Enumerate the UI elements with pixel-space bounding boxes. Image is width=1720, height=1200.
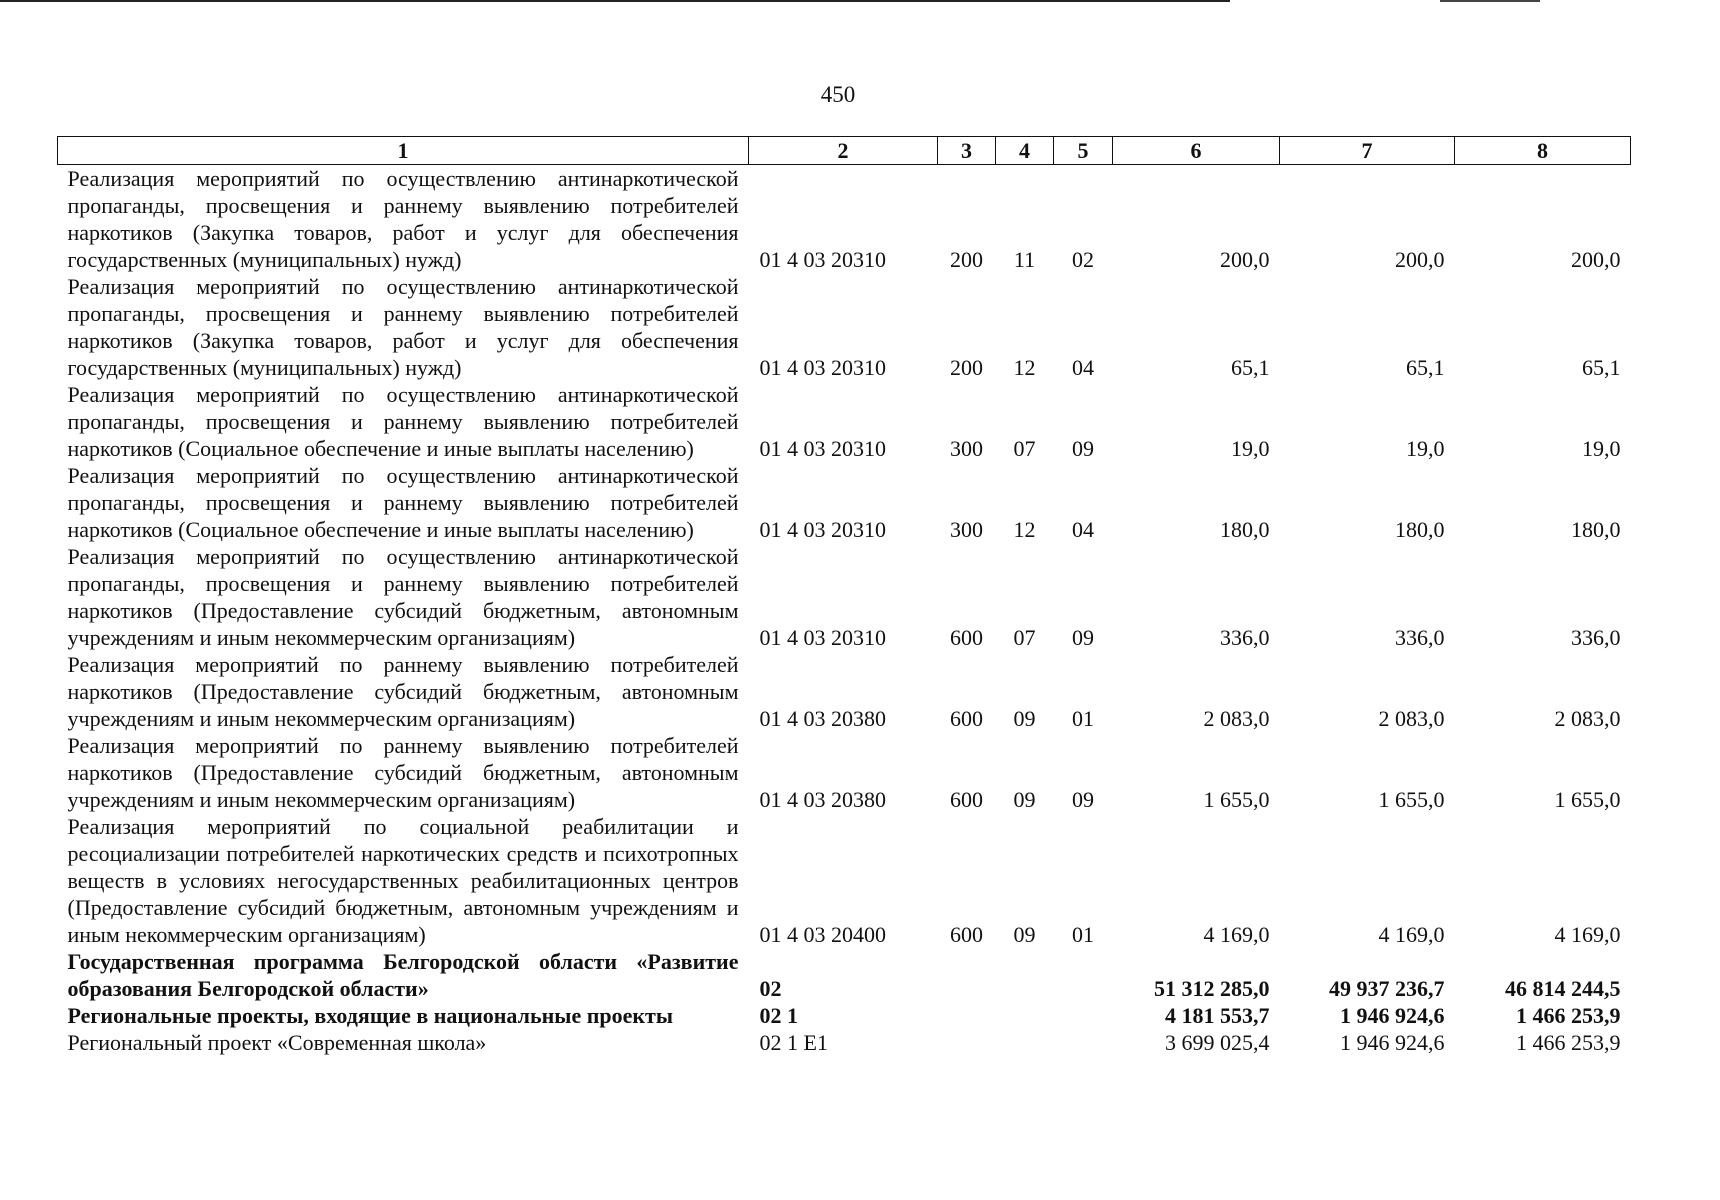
row-col-5: 02 <box>1072 247 1094 272</box>
row-amount-col-8: 65,1 <box>1582 355 1621 380</box>
row-amount-col-6: 2 083,0 <box>1203 706 1270 731</box>
row-description: Государственная программа Белгородской области «Развитие образования Белгородской области» <box>67 949 739 1001</box>
header-col-7: 7 <box>1280 137 1455 165</box>
table-row <box>58 813 1631 948</box>
row-col-4 <box>996 1029 1054 1056</box>
row-description: Реализация мероприятий по раннему выявлению потребителей наркотиков (Предоставление субсидий бюджетным, автономным учреждениям и иным некоммерческим организациям) <box>67 733 739 812</box>
row-amount-col-7: 19,0 <box>1406 436 1445 461</box>
row-code: 01 4 03 20310 <box>759 436 886 461</box>
table-row <box>58 948 1631 1002</box>
row-code: 01 4 03 20310 <box>759 355 886 380</box>
row-col-5: 01 <box>1072 706 1094 731</box>
row-description: Реализация мероприятий по раннему выявлению потребителей наркотиков (Предоставление субсидий бюджетным, автономным учреждениям и иным некоммерческим организациям) <box>67 652 739 731</box>
row-amount-col-6: 180,0 <box>1220 517 1270 542</box>
table-row <box>58 651 1631 732</box>
row-code: 02 1 E1 <box>759 1030 828 1055</box>
row-description: Реализация мероприятий по осуществлению антинаркотической пропаганды, просвещения и раннему выявлению потребителей наркотиков (Социальное обеспечение и иные выплаты населению) <box>67 382 739 461</box>
row-amount-col-6: 65,1 <box>1231 355 1270 380</box>
header-col-8: 8 <box>1455 137 1631 165</box>
row-amount-col-6: 200,0 <box>1220 247 1270 272</box>
header-col-1: 1 <box>58 137 749 165</box>
table-body <box>58 165 1631 1057</box>
row-amount-col-8: 336,0 <box>1571 625 1621 650</box>
row-col-5 <box>1054 1029 1113 1056</box>
header-col-2: 2 <box>749 137 938 165</box>
scan-edge-line-right <box>1440 0 1540 2</box>
header-col-3: 3 <box>938 137 996 165</box>
row-code: 01 4 03 20310 <box>759 625 886 650</box>
row-amount-col-8: 200,0 <box>1571 247 1621 272</box>
row-code: 01 4 03 20380 <box>759 787 886 812</box>
row-col-5: 01 <box>1072 922 1094 947</box>
row-col-4: 09 <box>1013 706 1036 731</box>
row-amount-col-7: 180,0 <box>1395 517 1445 542</box>
header-col-4: 4 <box>996 137 1054 165</box>
row-col-3: 600 <box>950 922 983 947</box>
row-amount-col-6: 4 181 553,7 <box>1165 1003 1270 1028</box>
row-col-5: 09 <box>1072 436 1094 461</box>
row-col-3: 300 <box>950 436 983 461</box>
row-amount-col-7: 1 946 924,6 <box>1340 1003 1445 1028</box>
table-row <box>58 732 1631 813</box>
row-amount-col-7: 336,0 <box>1395 625 1445 650</box>
row-col-5: 09 <box>1072 787 1094 812</box>
row-amount-col-6: 51 312 285,0 <box>1154 976 1270 1001</box>
table-row <box>58 273 1631 381</box>
table-row <box>58 1002 1631 1029</box>
table-row <box>58 165 1631 274</box>
row-col-4: 09 <box>1013 787 1036 812</box>
row-amount-col-7: 200,0 <box>1395 247 1445 272</box>
row-amount-col-8: 1 655,0 <box>1554 787 1621 812</box>
row-description: Региональные проекты, входящие в национальные проекты <box>67 1003 674 1028</box>
table-row <box>58 1029 1631 1056</box>
row-amount-col-8: 1 466 253,9 <box>1516 1003 1621 1028</box>
row-col-3: 300 <box>950 517 983 542</box>
header-col-5: 5 <box>1054 137 1113 165</box>
row-description: Реализация мероприятий по осуществлению антинаркотической пропаганды, просвещения и раннему выявлению потребителей наркотиков (Предоставление субсидий бюджетным, автономным учреждениям и иным некоммерческим организациям) <box>67 544 739 650</box>
row-code: 01 4 03 20310 <box>759 517 886 542</box>
row-col-3 <box>938 1002 996 1029</box>
row-description: Региональный проект «Современная школа» <box>67 1030 487 1055</box>
row-col-4: 12 <box>1013 517 1036 542</box>
row-code: 02 <box>759 976 782 1001</box>
row-description: Реализация мероприятий по социальной реабилитации и ресоциализации потребителей наркотических средств и психотропных веществ в условиях негосударственных реабилитационных центров (Предоставление субсидий бюджетным, автономным учреждениям и иным некоммерческим организациям) <box>67 814 739 947</box>
row-code: 01 4 03 20310 <box>759 247 886 272</box>
row-col-5 <box>1054 948 1113 1002</box>
row-amount-col-7: 4 169,0 <box>1378 922 1445 947</box>
row-col-3: 600 <box>950 625 983 650</box>
row-amount-col-7: 65,1 <box>1406 355 1445 380</box>
row-amount-col-6: 19,0 <box>1231 436 1270 461</box>
row-description: Реализация мероприятий по осуществлению антинаркотической пропаганды, просвещения и раннему выявлению потребителей наркотиков (Социальное обеспечение и иные выплаты населению) <box>67 463 739 542</box>
row-col-5: 04 <box>1072 355 1094 380</box>
row-col-5: 04 <box>1072 517 1094 542</box>
row-code: 01 4 03 20400 <box>759 922 886 947</box>
row-amount-col-8: 2 083,0 <box>1554 706 1621 731</box>
row-amount-col-8: 19,0 <box>1582 436 1621 461</box>
row-col-4: 12 <box>1013 355 1036 380</box>
row-code: 02 1 <box>759 1003 798 1028</box>
scan-edge-line <box>0 0 1230 2</box>
row-col-3 <box>938 948 996 1002</box>
row-col-4: 09 <box>1013 922 1036 947</box>
row-amount-col-8: 4 169,0 <box>1554 922 1621 947</box>
page-number: 450 <box>820 82 856 107</box>
row-amount-col-6: 3 699 025,4 <box>1165 1030 1270 1055</box>
row-amount-col-7: 2 083,0 <box>1378 706 1445 731</box>
row-col-4 <box>996 1002 1054 1029</box>
row-description: Реализация мероприятий по осуществлению антинаркотической пропаганды, просвещения и раннему выявлению потребителей наркотиков (Закупка товаров, работ и услуг для обеспечения государственных (муниципальных) нужд) <box>67 274 739 380</box>
row-amount-col-7: 1 655,0 <box>1378 787 1445 812</box>
table-row <box>58 543 1631 651</box>
row-amount-col-6: 336,0 <box>1220 625 1270 650</box>
row-amount-col-6: 4 169,0 <box>1203 922 1270 947</box>
row-code: 01 4 03 20380 <box>759 706 886 731</box>
header-col-6: 6 <box>1113 137 1280 165</box>
row-col-3: 200 <box>950 247 983 272</box>
row-col-5 <box>1054 1002 1113 1029</box>
row-amount-col-8: 1 466 253,9 <box>1516 1030 1621 1055</box>
row-amount-col-8: 46 814 244,5 <box>1505 976 1621 1001</box>
row-amount-col-7: 1 946 924,6 <box>1340 1030 1445 1055</box>
row-col-3: 200 <box>950 355 983 380</box>
row-col-3: 600 <box>950 706 983 731</box>
row-col-4: 07 <box>1013 625 1036 650</box>
row-col-5: 09 <box>1072 625 1094 650</box>
row-col-3: 600 <box>950 787 983 812</box>
row-description: Реализация мероприятий по осуществлению антинаркотической пропаганды, просвещения и раннему выявлению потребителей наркотиков (Закупка товаров, работ и услуг для обеспечения государственных (муниципальных) нужд) <box>67 166 739 272</box>
row-col-4: 11 <box>1013 247 1036 272</box>
row-col-4: 07 <box>1013 436 1036 461</box>
row-amount-col-8: 180,0 <box>1571 517 1621 542</box>
table-header-row <box>58 137 1631 165</box>
row-amount-col-7: 49 937 236,7 <box>1329 976 1445 1001</box>
row-amount-col-6: 1 655,0 <box>1203 787 1270 812</box>
row-col-3 <box>938 1029 996 1056</box>
table-row <box>58 462 1631 543</box>
table-row <box>58 381 1631 462</box>
budget-table <box>57 136 1631 1056</box>
row-col-4 <box>996 948 1054 1002</box>
